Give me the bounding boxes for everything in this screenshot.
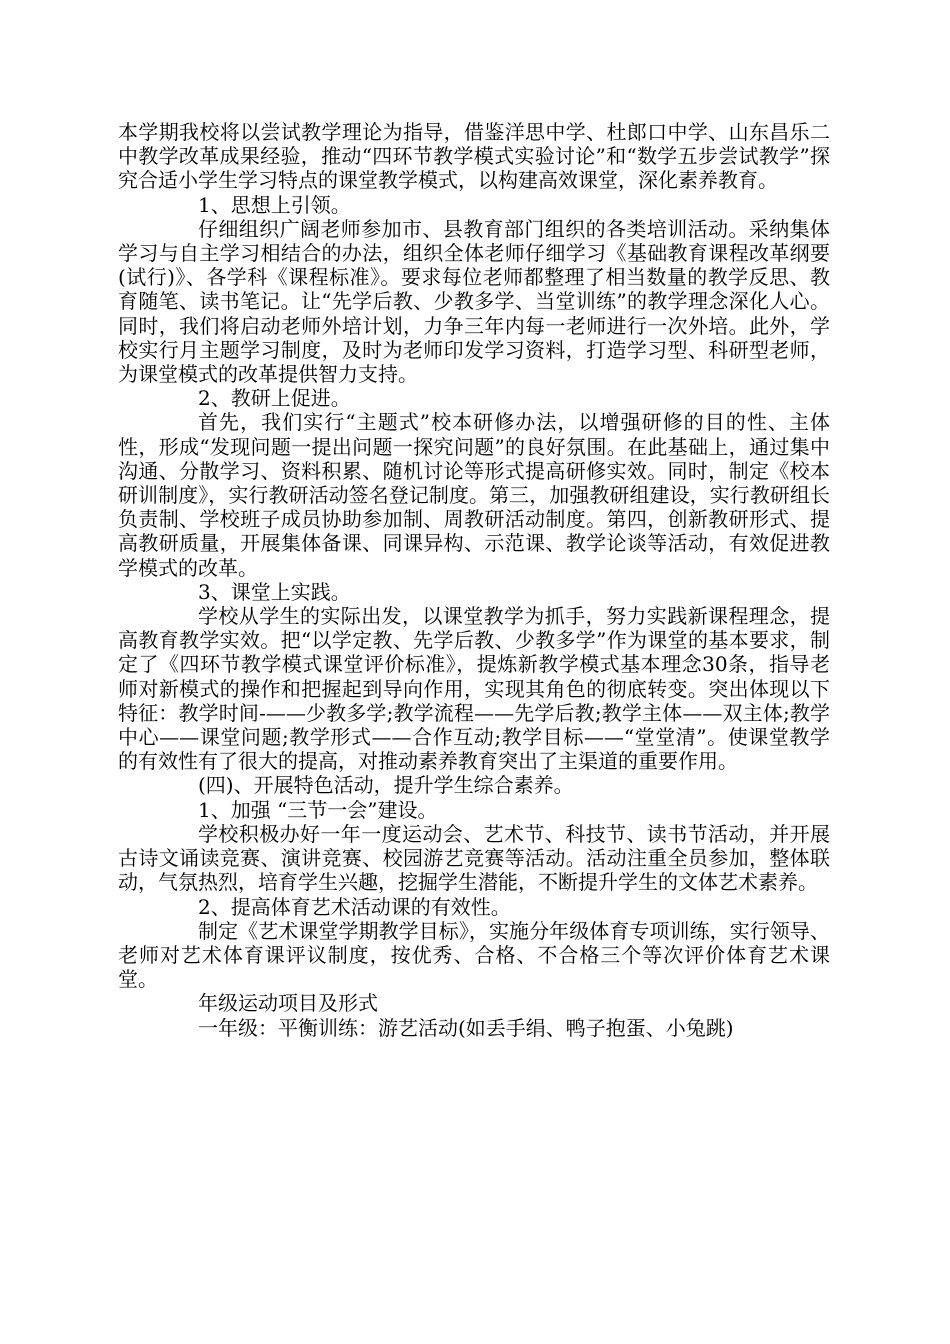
paragraph-thought-guidance: 仔细组织广阔老师参加市、县教育部门组织的各类培训活动。采纳集体学习与自主学习相结合的办法，组织全体老师仔细学习《基础教育课程改革纲要(试行)》、各学科《课程标准》。要求每位老师都整理了相当数量的教学反思、教育随笔、读书笔记。让“先学后教、少教多学、当堂训练”的教学理念深化人心。同时，我们将启动老师外培计划，力争三年内每一老师进行一次外培。此外，学校实行月主题学习制度，及时为老师印发学习资料，打造学习型、科研型老师，为课堂模式的改革提供智力支持。 (118, 216, 830, 387)
paragraph-three-festivals: 学校积极办好一年一度运动会、艺术节、科技节、读书节活动，并开展古诗文诵读竞赛、演讲竞赛、校园游艺竞赛等活动。活动注重全员参加，整体联动，气氛热烈，培育学生兴趣，挖掘学生潜能，不断提升学生的文体艺术素养。 (118, 821, 830, 895)
heading-thought-guidance: 1、思想上引领。 (198, 192, 351, 217)
paragraph-intro: 本学期我校将以尝试教学理论为指导，借鉴洋思中学、杜郎口中学、山东昌乐二中教学改革成果经验，推动“四环节教学模式实验讨论”和“数学五步尝试教学”探究合适小学生学习特点的课堂教学模式，以构建高效课堂，深化素养教育。 (118, 120, 830, 193)
heading-pe-art-effectiveness: 2、提高体育艺术活动课的有效性。 (198, 894, 511, 919)
heading-special-activities: (四)、开展特色活动，提升学生综合素养。 (198, 773, 574, 798)
heading-research-promotion: 2、教研上促进。 (198, 386, 351, 411)
paragraph-classroom-practice: 学校从学生的实际出发，以课堂教学为抓手，努力实践新课程理念，提高教育教学实效。把“以学定教、先学后教、少教多学”作为课堂的基本要求，制定了《四环节教学模式课堂评价标准》，提炼新教学模式基本理念30条，指导老师对新模式的操作和把握起到导向作用，实现其角色的彻底转变。突出体现以下特征：教学时间-——少教多学;教学流程——先学后教;教学主体——双主体;教学中心——课堂问题;教学形式——合作互动;教学目标——“堂堂清”。使课堂教学的有效性有了很大的提高，对推动素养教育突出了主渠道的重要作用。 (118, 604, 830, 774)
heading-grade-sports: 年级运动项目及形式 (198, 991, 378, 1016)
heading-three-festivals: 1、加强 “三节一会”建设。 (198, 797, 438, 822)
paragraph-grade-one: 一年级：平衡训练：游艺活动(如丢手绢、鸭子抱蛋、小兔跳) (198, 1015, 734, 1040)
paragraph-research-promotion: 首先，我们实行“主题式”校本研修办法，以增强研修的目的性、主体性，形成“发现问题一提出问题一探究问题”的良好氛围。在此基础上，通过集中沟通、分散学习、资料积累、随机讨论等形式提高研修实效。同时，制定《校本研训制度》，实行教研活动签名登记制度。第三，加强教研组建设，实行教研组长负责制、学校班子成员协助参加制、周教研活动制度。第四，创新教研形式、提高教研质量，开展集体备课、同课异构、示范课、教学论谈等活动，有效促进教学模式的改革。 (118, 410, 830, 580)
paragraph-pe-art-effectiveness: 制定《艺术课堂学期教学目标》，实施分年级体育专项训练，实行领导、老师对艺术体育课评议制度，按优秀、合格、不合格三个等次评价体育艺术课堂。 (118, 918, 830, 992)
heading-classroom-practice: 3、课堂上实践。 (198, 579, 351, 604)
document-body (118, 120, 830, 1040)
